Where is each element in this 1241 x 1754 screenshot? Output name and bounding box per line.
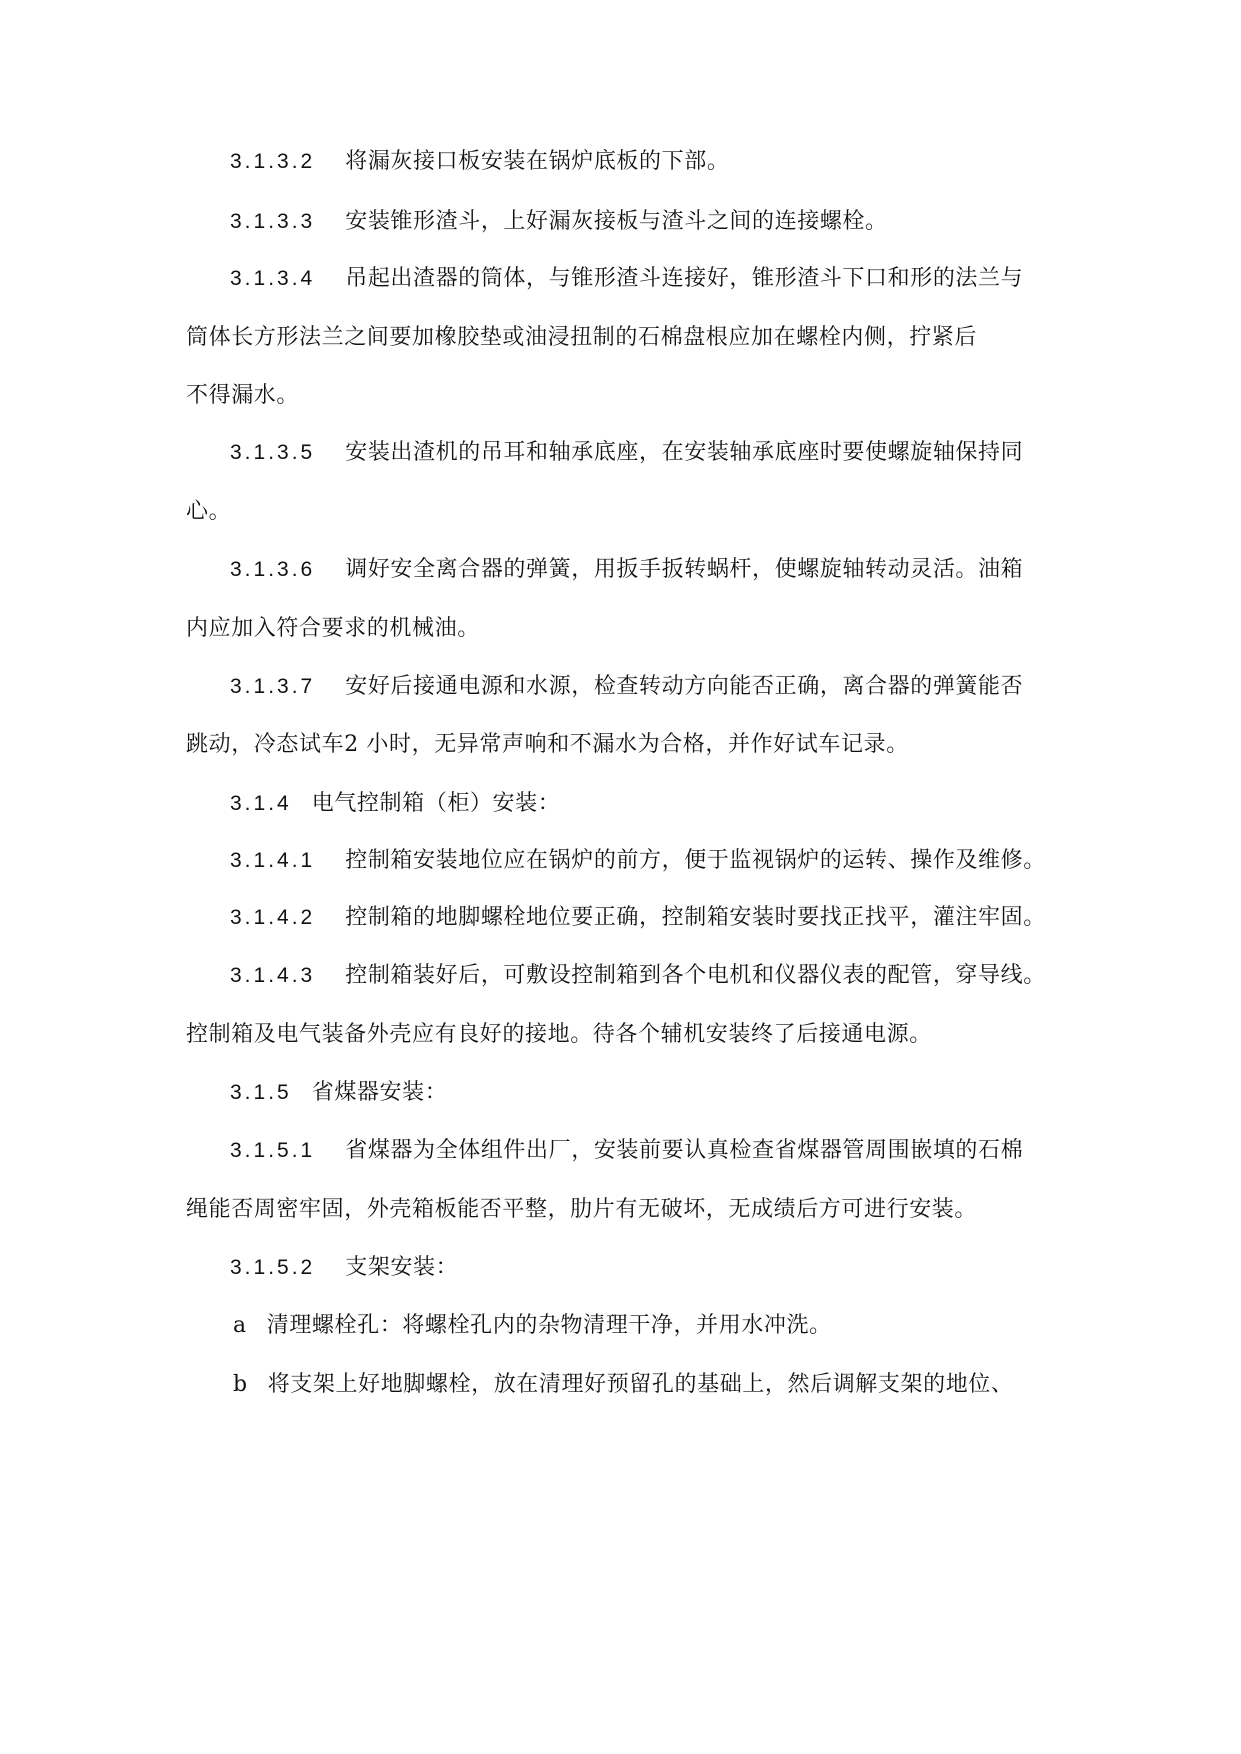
paragraph-continuation: 跳动，冷态试车2 小时，无异常声响和不漏水为合格，并作好试车记录。 — [186, 732, 909, 757]
paragraph-continuation: 不得漏水。 — [186, 383, 300, 408]
section-number: 3.1.5.1 — [230, 1139, 316, 1162]
list-item-text: 清理螺栓孔：将螺栓孔内的杂物清理干净，并用水冲洗。 — [266, 1313, 832, 1338]
paragraph-text: 安装出渣机的吊耳和轴承底座，在安装轴承底座时要使螺旋轴保持同 — [345, 440, 1024, 465]
paragraph-3-1-5-1 — [230, 1136, 1023, 1166]
paragraph-text: 控制箱的地脚螺栓地位要正确，控制箱安装时要找正找平，灌注牢固。 — [345, 905, 1046, 930]
paragraph-continuation: 绳能否周密牢固，外壳箱板能否平整，肋片有无破坏，无成绩后方可进行安装。 — [186, 1197, 978, 1222]
paragraph-text: 吊起出渣器的筒体，与锥形渣斗连接好，锥形渣斗下口和形的法兰与 — [345, 266, 1024, 291]
paragraph-3-1-3-6 — [230, 555, 1023, 585]
section-number: 3.1.3.7 — [230, 675, 316, 698]
section-heading-text: 省煤器安装： — [311, 1080, 448, 1105]
list-marker: b — [233, 1372, 248, 1397]
paragraph-continuation: 心。 — [186, 499, 232, 524]
paragraph-3-1-5-2 — [230, 1253, 458, 1283]
paragraph-continuation: 控制箱及电气装备外壳应有良好的接地。待各个辅机安装终了后接通电源。 — [186, 1022, 932, 1047]
list-item-text: 将支架上好地脚螺栓，放在清理好预留孔的基础上，然后调解支架的地位、 — [267, 1372, 1014, 1397]
section-number: 3.1.3.2 — [230, 150, 316, 173]
section-number: 3.1.5 — [230, 1081, 292, 1104]
paragraph-continuation: 筒体长方形法兰之间要加橡胶垫或油浸扭制的石棉盘根应加在螺栓内侧，拧紧后 — [186, 325, 978, 350]
section-number: 3.1.5.2 — [230, 1256, 316, 1279]
paragraph-text: 控制箱安装地位应在锅炉的前方，便于监视锅炉的运转、操作及维修。 — [345, 848, 1046, 873]
section-number: 3.1.4.2 — [230, 906, 316, 929]
paragraph-3-1-3-4 — [230, 264, 1023, 294]
section-heading-3-1-5 — [230, 1078, 447, 1108]
section-number: 3.1.3.4 — [230, 267, 316, 290]
list-marker: a — [233, 1313, 247, 1338]
paragraph-text: 安装锥形渣斗，上好漏灰接板与渣斗之间的连接螺栓。 — [345, 209, 888, 234]
paragraph-text: 调好安全离合器的弹簧，用扳手扳转蜗杆，使螺旋轴转动灵活。油箱 — [345, 557, 1024, 582]
section-number: 3.1.4.1 — [230, 849, 316, 872]
paragraph-3-1-4-2 — [230, 903, 1046, 933]
paragraph-text: 将漏灰接口板安装在锅炉底板的下部。 — [345, 149, 730, 174]
section-heading-text: 电气控制箱（柜）安装： — [311, 791, 561, 816]
section-heading-3-1-4 — [230, 789, 560, 819]
paragraph-text: 控制箱装好后，可敷设控制箱到各个电机和仪器仪表的配管，穿导线。 — [345, 963, 1046, 988]
section-number: 3.1.3.6 — [230, 558, 316, 581]
paragraph-3-1-4-1 — [230, 846, 1046, 876]
section-number: 3.1.3.5 — [230, 441, 316, 464]
paragraph-text: 省煤器为全体组件出厂，安装前要认真检查省煤器管周围嵌填的石棉 — [345, 1138, 1024, 1163]
paragraph-continuation: 内应加入符合要求的机械油。 — [186, 616, 480, 641]
paragraph-3-1-3-2 — [230, 147, 729, 177]
section-number: 3.1.4 — [230, 792, 292, 815]
list-item-a — [233, 1311, 832, 1341]
paragraph-3-1-3-5 — [230, 438, 1023, 468]
paragraph-3-1-3-7 — [230, 672, 1023, 702]
list-item-b — [233, 1370, 1014, 1400]
paragraph-3-1-3-3 — [230, 207, 888, 237]
section-number: 3.1.4.3 — [230, 964, 316, 987]
section-number: 3.1.3.3 — [230, 210, 316, 233]
paragraph-text: 支架安装： — [345, 1255, 459, 1280]
paragraph-3-1-4-3 — [230, 961, 1046, 991]
paragraph-text: 安好后接通电源和水源，检查转动方向能否正确，离合器的弹簧能否 — [345, 674, 1024, 699]
